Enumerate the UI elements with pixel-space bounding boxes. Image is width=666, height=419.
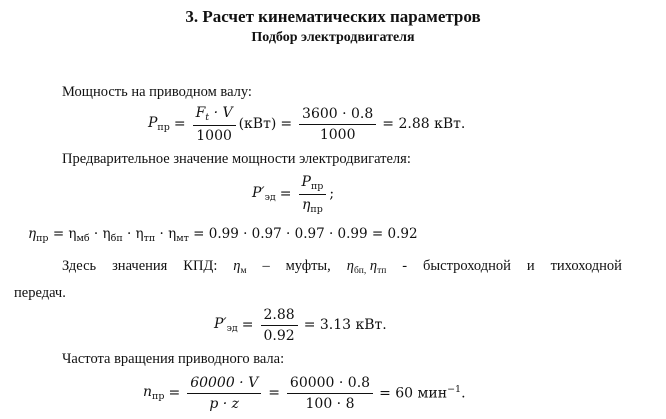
- eq4-result: = 60 мин$^{-1}$.: [379, 384, 466, 402]
- paragraph-efficiency-continuation: передач.: [14, 285, 66, 301]
- paragraph-efficiency-explanation: Здесь значения КПД: $\eta_м$ – муфты, $\eta_{бп,}$ $\eta_{тп}$ - быстроходной и тихоходной: [62, 258, 622, 276]
- eq3-lhs: $P'_{эд}$: [214, 316, 238, 334]
- eq3-fraction: $\frac{2.88}{0.92}$: [261, 307, 298, 344]
- eq4-fraction-1: $\frac{60000 \cdot V}{p \cdot z}$: [187, 375, 261, 412]
- eq4-lhs: $n_{пр}$: [143, 384, 165, 402]
- eq2-fraction: $\frac{P_{пр}}{\eta_{пр}}$: [299, 174, 327, 215]
- eq1-result: = 2.88 кВт.: [382, 116, 466, 132]
- equation-shaft-power: $P_{пр}$ = $\frac{F_t \cdot V}{1000}$ (кВт) = $\frac{3600 \cdot 0.8}{1000}$ = 2.88 кВт.: [148, 104, 466, 144]
- paragraph-shaft-speed: Частота вращения приводного вала:: [62, 351, 285, 367]
- subsection-heading: Подбор электродвигателя: [251, 30, 415, 45]
- paragraph-motor-power: Предварительное значение мощности электродвигателя:: [62, 151, 411, 167]
- eq4-fraction-2: $\frac{60000 \cdot 0.8}{100 \cdot 8}$: [287, 375, 373, 412]
- paragraph-shaft-power: Мощность на приводном валу:: [62, 84, 252, 100]
- equation-shaft-speed: $n_{пр}$ = $\frac{60000 \cdot V}{p \cdot z}$ = $\frac{60000 \cdot 0.8}{100 \cdot 8}$ = 60 мин$^{-1}$.: [143, 374, 466, 412]
- eq1-fraction-1: $\frac{F_t \cdot V}{1000}$: [193, 105, 236, 144]
- eq1-fraction-2: $\frac{3600 \cdot 0.8}{1000}$: [299, 106, 376, 143]
- efficiency-equation: $\eta_{пр} = \eta_{мб} \cdot \eta_{бп} \cdot \eta_{тп} \cdot \eta_{мт} = 0.99 \cdot 0.97 \cdot 0.97 \cdot 0.99 = 0.92$: [28, 226, 418, 244]
- eq2-lhs: $P'_{эд}$: [252, 185, 276, 203]
- eq1-lhs: $P_{пр}$: [148, 115, 170, 133]
- eq3-result: = 3.13 кВт.: [303, 317, 387, 333]
- section-heading: 3. Расчет кинематических параметров: [185, 7, 481, 26]
- equation-motor-power-value: $P'_{эд}$ = $\frac{2.88}{0.92}$ = 3.13 кВт.: [214, 306, 387, 344]
- equation-motor-power-formula: $P'_{эд}$ = $\frac{P_{пр}}{\eta_{пр}}$ ;: [252, 173, 335, 215]
- eq1-unit: (кВт): [238, 116, 277, 132]
